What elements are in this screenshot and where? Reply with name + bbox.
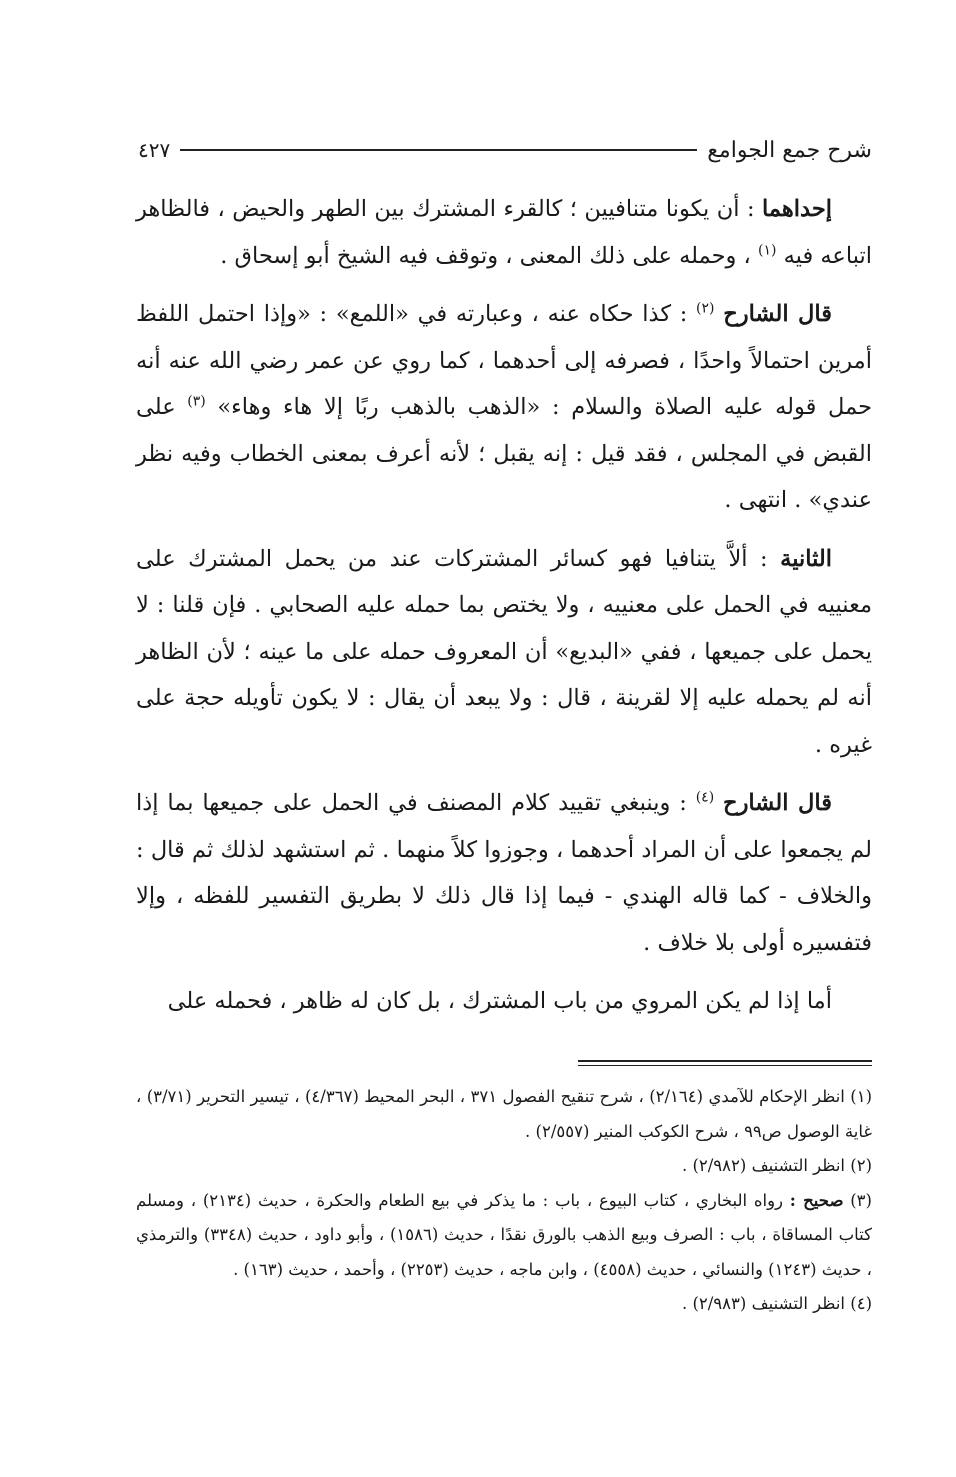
paragraph-3 [136, 536, 872, 769]
paragraph-text: ، وحمله على ذلك المعنى ، وتوقف فيه الشيخ أبو إسحاق . [220, 242, 758, 269]
footnote-separator [578, 1060, 872, 1066]
footnote-text: رواه البخاري ، كتاب البيوع ، باب : ما يذكر في بيع الطعام والحكرة ، حديث (٢١٣٤) ، ومسلم كتاب المساقاة ، باب : الصرف وبيع الذهب بالورق نقدًا ، حديث (١٥٨٦) ، وأبو داود ، حديث (٣٣٤٨) والترمذي ، حديث (١٢٤٣) والنسائي ، حديث (٤٥٥٨) ، وابن ماجه ، حديث (٢٢٥٣) ، وأحمد ، حديث (١٦٣) . [136, 1190, 872, 1279]
paragraph-2 [136, 291, 872, 524]
paragraph-text: على القبض في المجلس ، فقد قيل : إنه يقبل ؛ لأنه أعرف بمعنى الخطاب وفيه نظر عندي» . انتهى . [136, 394, 872, 513]
footnote-ref: (٤) [695, 789, 715, 806]
paragraph-4 [136, 780, 872, 966]
grade-label: صحيح : [789, 1190, 844, 1210]
footnote-1: (١) انظر الإحكام للآمدي (٢/١٦٤) ، شرح تنقيح الفصول ٣٧١ ، البحر المحيط (٤/٣٦٧) ، تيسير التحرير (٣/٧١) ، غاية الوصول ص٩٩ ، شرح الكوكب المنير (٢/٥٥٧) . [136, 1087, 872, 1141]
page-number: ٤٢٧ [138, 138, 171, 162]
page-header [138, 128, 872, 172]
footnote-4: (٤) انظر التشنيف (٢/٩٨٣) . [681, 1294, 872, 1313]
header-rule [180, 149, 697, 151]
paragraph-lead: قال الشارح [723, 790, 832, 816]
paragraph-1 [136, 186, 872, 279]
paragraph-text: أما إذا لم يكن المروي من باب المشترك ، بل كان له ظاهر ، فحمله على [167, 988, 832, 1014]
paragraph-text: : ألاَّ يتنافيا فهو كسائر المشتركات عند من يحمل المشترك على معنييه في الحمل على معنييه ، ولا يختص بما حمله عليه الصحابي . فإن قلنا : لا يحمل على جميعها ، ففي «البديع» أن المعروف حمله على ما عينه ؛ لأن الظاهر أنه لم يحمله عليه إلا لقرينة ، قال : ولا يبعد أن يقال : لا يكون تأويله حجة على غيره . [136, 545, 872, 758]
paragraph-lead: قال الشارح [723, 301, 833, 327]
footnote-ref: (١) [757, 242, 777, 258]
paragraph-lead: الثانية [780, 545, 832, 572]
footnote-ref: (٣) [187, 393, 206, 410]
main-text [136, 186, 872, 1037]
footnote-number: (٣) [843, 1190, 872, 1210]
paragraph-text: : أن يكونا متنافيين ؛ كالقرء المشترك بين الطهر والحيض ، فالظاهر اتباعه فيه [136, 196, 872, 269]
paragraph-5 [136, 978, 872, 1025]
paragraph-lead: إحداهما [762, 196, 832, 222]
footnote-3 [136, 1184, 872, 1288]
paragraph-text: : وينبغي تقييد كلام المصنف في الحمل على جميعها بما إذا لم يجمعوا على أن المراد أحدهما ، وجوزوا كلاً منهما . ثم استشهد لذلك ثم قال : والخلاف - كما قاله الهندي - فيما إذا قال ذلك لا بطريق التفسير للفظه ، وإلا فتفسيره أولى بلا خلاف . [136, 790, 872, 956]
paragraph-text: : كذا حكاه عنه ، وعبارته في «اللمع» : «وإذا احتمل اللفظ أمرين احتمالاً واحدًا ، فصرفه إلى أحدهما ، كما روي عن عمر رضي الله عنه أنه حمل قوله عليه الصلاة والسلام : «الذهب بالذهب ربًا إلا هاء وهاء» [136, 301, 872, 420]
footnote-ref: (٢) [696, 300, 715, 317]
footnote-2: (٢) انظر التشنيف (٢/٩٨٢) . [681, 1156, 872, 1175]
footnotes [136, 1080, 872, 1322]
running-title: شرح جمع الجوامع [707, 137, 872, 163]
